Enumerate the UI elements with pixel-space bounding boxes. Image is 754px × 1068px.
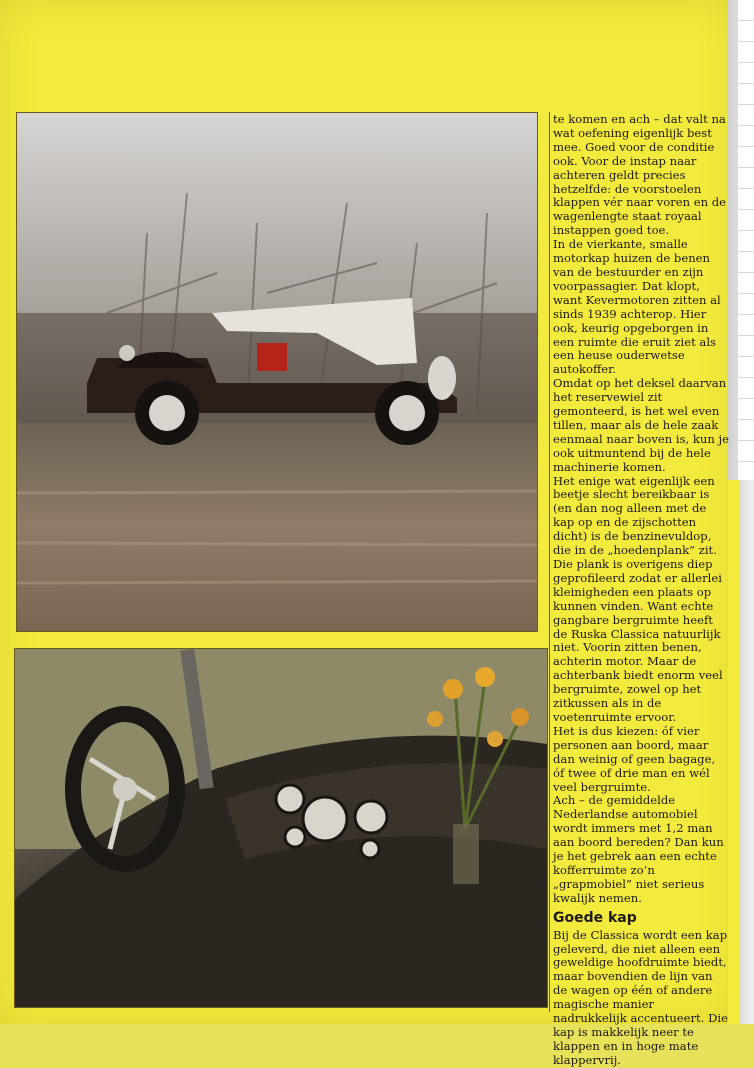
article-paragraph: Ach – de gemiddelde Nederlandse automobiel wordt immers met 1,2 man aan boord bereden? Dan kun je het gebrek aan een echte kofferruimte zo’n „grapmobiel” niet serieus kwalijk nemen. [553,793,724,905]
article-paragraph: Het enige wat eigenlijk een beetje slecht bereikbaar is (en dan nog alleen met de kap op en de zijschotten dicht) is de benzinevuldop, die in de „hoedenplank” zit. Die plank is overigens diep geprofileerd zodat er allerlei kleinigheden een plaats op kunnen vinden. Want echte gangbare bergruimte heeft de Ruska Classica natuurlijk niet. Voorin zitten benen, achterin motor. Maar de achterbank biedt enorm veel bergruimte, zowel op het zitkussen als in de voetenruimte ervoor. [553,473,723,724]
calendar-edge [738,0,754,480]
article-text-column [553,113,729,1068]
article-paragraph: Bij de Classica wordt een kap geleverd, die niet alleen een geweldige hoofdruimte biedt, maar bovendien de lijn van de wagen op één of andere magische manier nadrukkelijk accentueert. Die kap is makkelijk neer te klappen en in hoge mate klappervrij. [553,927,728,1067]
page-edge [728,0,754,1024]
article-subheading: Goede kap [553,909,637,926]
article-paragraph: te komen en ach – dat valt na wat oefening eigenlijk best mee. Goed voor de conditie ook. Voor de instap naar achteren geldt precies hetzelfde: de voorstoelen klappen vér naar voren en de wagenlengte staat royaal instappen goed toe. [553,112,727,238]
article-paragraph: Omdat op het deksel daarvan het reservewiel zit gemonteerd, is het wel even tillen, maar als de hele zaak eenmaal naar boven is, kun je ook uitmuntend bij de hele machinerie komen. [553,376,730,474]
dashboard-photo [14,648,548,1008]
next-page-edge [728,480,740,1024]
column-rule [549,112,550,1012]
dashboard-illustration [15,649,547,1007]
article-paragraph: In de vierkante, smalle motorkap huizen de benen van de bestuurder en zijn voorpassagier. Dat klopt, want Kevermotoren zitten al sinds 1939 achterop. Hier ook, keurig opgeborgen in een ruimte die eruit ziet als een heuse ouderwetse autokoffer. [553,237,721,377]
article-paragraph: Het is dus kiezen: óf vier personen aan boord, maar dan weinig of geen bagage, óf twee of drie man en wél veel bergruimte. [553,723,716,794]
car-photo-illustration [17,113,537,631]
car-photo [16,112,538,632]
